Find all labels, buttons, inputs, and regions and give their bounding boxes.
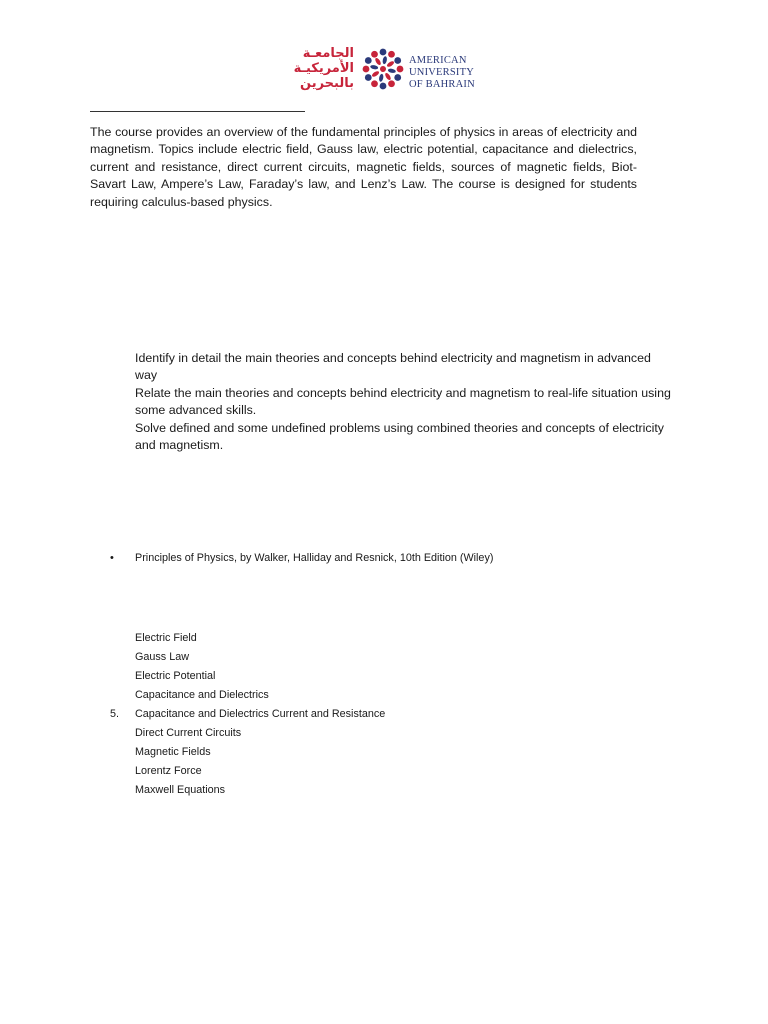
topic-number: 5. <box>110 708 120 720</box>
topic-label: Lorentz Force <box>135 765 202 777</box>
bullet-icon: • <box>110 552 114 564</box>
topic-label: Maxwell Equations <box>135 784 226 796</box>
topic-label: Electric Potential <box>135 670 216 682</box>
logo-english-name: AMERICAN UNIVERSITY OF BAHRAIN <box>409 55 475 90</box>
course-description: The course provides an overview of the fundamental principles of physics in areas of electricity and magnetism. Topics include electric field, Gauss law, electric potential, capacitance and dielectrics, current and resistance, direct current circuits, magnetic fields, sources of magnetic fields, Biot-Savart Law, Ampere’s Law, Faraday’s law, and Lenz’s Law. The course is designed for students requiring calculus-based physics. <box>90 125 637 209</box>
topic-label: Gauss Law <box>135 651 190 663</box>
university-logo <box>292 44 478 98</box>
logo-emblem-icon <box>358 44 408 94</box>
topic-label: Electric Field <box>135 632 197 644</box>
outcome-item: Identify in detail the main theories and concepts behind electricity and magnetism in advanced way <box>135 351 651 383</box>
logo-arabic-name: الجامعـة الأمريكيـة بالبحرين <box>293 46 354 91</box>
textbook-item: Principles of Physics, by Walker, Halliday and Resnick, 10th Edition (Wiley) <box>135 552 494 564</box>
learning-outcomes <box>135 350 675 454</box>
topic-label: Capacitance and Dielectrics Current and Resistance <box>135 708 386 720</box>
topic-label: Magnetic Fields <box>135 746 211 758</box>
outcome-item: Solve defined and some undefined problems using combined theories and concepts of electricity and magnetism. <box>135 420 664 453</box>
header-divider <box>90 111 305 112</box>
topic-label: Capacitance and Dielectrics <box>135 689 269 701</box>
topic-label: Direct Current Circuits <box>135 727 242 739</box>
outcome-item: Relate the main theories and concepts behind electricity and magnetism to real-life situation using some advanced skills. <box>135 385 671 418</box>
